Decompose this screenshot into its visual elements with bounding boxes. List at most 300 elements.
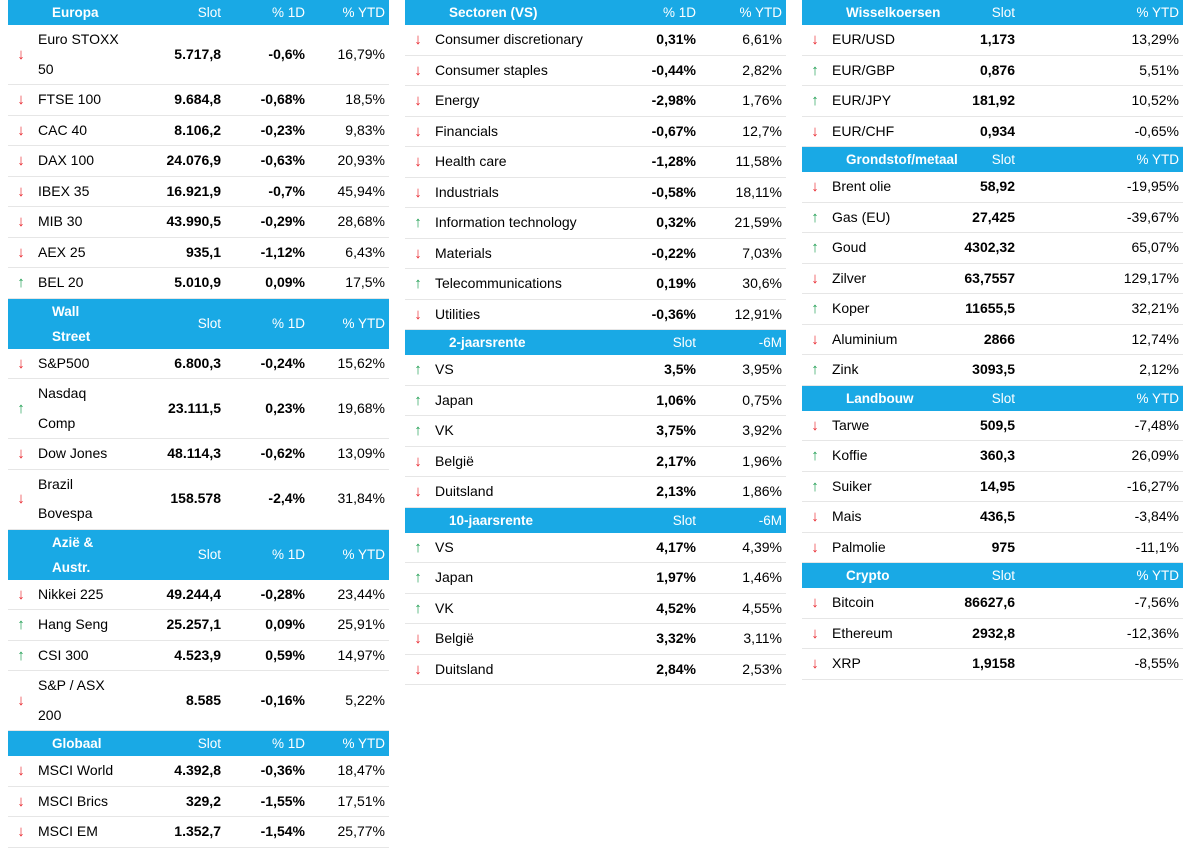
row-label: Health care — [431, 147, 612, 178]
table-row — [405, 477, 786, 508]
header-col-ytd: % YTD — [342, 547, 385, 562]
row-change-1d — [1025, 172, 1111, 202]
section-header-row — [802, 147, 1183, 173]
table-row — [802, 411, 1183, 441]
arrow-down-icon: ↓ — [802, 532, 828, 563]
header-col-change: % 1D — [271, 5, 305, 20]
table-row — [8, 85, 389, 116]
row-change-ytd: 25,77% — [317, 817, 389, 848]
arrow-down-icon: ↓ — [802, 618, 828, 649]
row-change-1d — [1025, 502, 1111, 533]
section-header-row — [405, 0, 786, 25]
header-col-ytd: % YTD — [1136, 5, 1179, 20]
table-row — [8, 115, 389, 146]
arrow-down-icon: ↓ — [405, 238, 431, 269]
row-value: 58,92 — [915, 172, 1025, 202]
section-title: 10-jaarsrente — [449, 512, 534, 528]
row-value: 5.010,9 — [121, 268, 231, 299]
row-change-ytd: -7,56% — [1111, 588, 1183, 618]
row-change-1d: -0,28% — [231, 580, 317, 610]
row-value: 1,173 — [915, 25, 1025, 55]
header-spacer — [8, 529, 34, 580]
arrow-down-icon: ↓ — [802, 411, 828, 441]
row-label: Ethereum — [828, 618, 915, 649]
row-change-1d — [1025, 441, 1111, 472]
row-change-1d: -0,23% — [231, 115, 317, 146]
header-col-value: Slot — [991, 390, 1015, 406]
row-label: Financials — [431, 116, 612, 147]
arrow-down-icon: ↓ — [802, 588, 828, 618]
row-value: 25.257,1 — [121, 610, 231, 641]
table-row — [405, 55, 786, 86]
row-change-ytd: 18,11% — [708, 177, 786, 208]
table-row — [405, 269, 786, 300]
arrow-up-icon: ↑ — [8, 268, 34, 299]
row-label: Hang Seng — [34, 610, 121, 641]
table-row — [405, 563, 786, 594]
row-value: 14,95 — [915, 471, 1025, 502]
table-row — [405, 385, 786, 416]
row-change-1d — [1025, 233, 1111, 264]
arrow-down-icon: ↓ — [8, 207, 34, 238]
row-change-1d: 1,97% — [612, 563, 708, 594]
arrow-up-icon: ↑ — [802, 55, 828, 86]
arrow-down-icon: ↓ — [405, 86, 431, 117]
row-value: 935,1 — [121, 237, 231, 268]
row-change-ytd: 4,55% — [708, 593, 786, 624]
arrow-down-icon: ↓ — [8, 580, 34, 610]
row-change-ytd: 9,83% — [317, 115, 389, 146]
row-value: 1,9158 — [915, 649, 1025, 680]
arrow-up-icon: ↑ — [802, 355, 828, 386]
row-change-ytd: 19,68% — [317, 379, 389, 439]
table-row — [802, 618, 1183, 649]
row-label: Consumer discretionary — [431, 25, 612, 55]
row-change-1d: -0,36% — [612, 299, 708, 330]
row-change-1d: -1,54% — [231, 817, 317, 848]
row-change-ytd: 12,74% — [1111, 324, 1183, 355]
table-row — [8, 580, 389, 610]
table-row — [405, 355, 786, 385]
row-value: 27,425 — [915, 202, 1025, 233]
section-header-row — [802, 385, 1183, 411]
row-label: Telecommunications — [431, 269, 612, 300]
table-row — [8, 146, 389, 177]
table-row — [802, 441, 1183, 472]
arrow-up-icon: ↑ — [802, 202, 828, 233]
row-change-ytd: 1,46% — [708, 563, 786, 594]
row-change-1d — [1025, 618, 1111, 649]
arrow-down-icon: ↓ — [8, 439, 34, 470]
row-value: 3093,5 — [915, 355, 1025, 386]
row-change-1d: 3,32% — [612, 624, 708, 655]
row-label: Bitcoin — [828, 588, 915, 618]
row-value: 158.578 — [121, 469, 231, 529]
row-change-ytd: 10,52% — [1111, 86, 1183, 117]
table-row — [8, 817, 389, 848]
market-table — [405, 0, 786, 685]
table-row — [802, 532, 1183, 563]
table-row — [405, 593, 786, 624]
row-label: EUR/CHF — [828, 116, 915, 147]
header-spacer — [802, 563, 828, 589]
table-row — [8, 207, 389, 238]
table-row — [8, 469, 389, 529]
table-row — [802, 263, 1183, 294]
arrow-down-icon: ↓ — [405, 55, 431, 86]
arrow-down-icon: ↓ — [8, 25, 34, 85]
row-value: 2866 — [915, 324, 1025, 355]
row-label: Koper — [828, 294, 915, 325]
row-change-ytd: 25,91% — [317, 610, 389, 641]
table-row — [802, 324, 1183, 355]
row-label: Gas (EU) — [828, 202, 915, 233]
row-value: 16.921,9 — [121, 176, 231, 207]
table-row — [802, 202, 1183, 233]
row-value: 4.523,9 — [121, 640, 231, 671]
row-change-ytd: 23,44% — [317, 580, 389, 610]
row-change-ytd: 65,07% — [1111, 233, 1183, 264]
row-label: Tarwe — [828, 411, 915, 441]
row-change-ytd: 26,09% — [1111, 441, 1183, 472]
row-change-1d: -0,22% — [612, 238, 708, 269]
row-change-ytd: 18,5% — [317, 85, 389, 116]
row-value: 9.684,8 — [121, 85, 231, 116]
section-title: Globaal — [52, 736, 102, 751]
row-change-1d: -2,98% — [612, 86, 708, 117]
row-change-ytd: 2,82% — [708, 55, 786, 86]
row-change-ytd: -39,67% — [1111, 202, 1183, 233]
row-value: 436,5 — [915, 502, 1025, 533]
arrow-up-icon: ↑ — [405, 593, 431, 624]
arrow-down-icon: ↓ — [405, 654, 431, 685]
row-label: S&P500 — [34, 349, 121, 379]
arrow-down-icon: ↓ — [405, 147, 431, 178]
section-header-row — [8, 529, 389, 580]
row-change-ytd: 12,91% — [708, 299, 786, 330]
table-row — [802, 86, 1183, 117]
row-change-ytd: -7,48% — [1111, 411, 1183, 441]
row-change-ytd: 4,39% — [708, 533, 786, 563]
section-title: Landbouw — [846, 390, 914, 406]
header-spacer — [405, 330, 431, 356]
header-col-value: Slot — [197, 5, 221, 20]
row-change-ytd: -19,95% — [1111, 172, 1183, 202]
row-change-1d — [1025, 355, 1111, 386]
arrow-down-icon: ↓ — [8, 237, 34, 268]
row-change-1d: -0,29% — [231, 207, 317, 238]
row-change-ytd: 15,62% — [317, 349, 389, 379]
row-label: CSI 300 — [34, 640, 121, 671]
header-col-change: % 1D — [271, 547, 305, 562]
arrow-up-icon: ↑ — [405, 533, 431, 563]
row-value: 23.111,5 — [121, 379, 231, 439]
arrow-down-icon: ↓ — [802, 263, 828, 294]
row-value: 49.244,4 — [121, 580, 231, 610]
row-change-1d: -1,12% — [231, 237, 317, 268]
row-change-ytd: -16,27% — [1111, 471, 1183, 502]
row-change-1d: 4,52% — [612, 593, 708, 624]
row-label: EUR/GBP — [828, 55, 915, 86]
row-change-ytd: 1,86% — [708, 477, 786, 508]
row-value: 5.717,8 — [121, 25, 231, 85]
section-header-row — [405, 330, 786, 356]
table-row — [802, 649, 1183, 680]
row-change-1d: -0,6% — [231, 25, 317, 85]
row-change-ytd: 13,09% — [317, 439, 389, 470]
row-change-1d — [1025, 588, 1111, 618]
row-value: 0,876 — [915, 55, 1025, 86]
header-col-value: Slot — [197, 547, 221, 562]
arrow-down-icon: ↓ — [405, 116, 431, 147]
section-header-row — [802, 563, 1183, 589]
row-change-1d: 0,09% — [231, 268, 317, 299]
table-row — [8, 268, 389, 299]
row-change-ytd: 1,96% — [708, 446, 786, 477]
row-change-1d — [1025, 324, 1111, 355]
arrow-down-icon: ↓ — [405, 624, 431, 655]
header-col-change: % 1D — [662, 5, 696, 20]
row-value: 0,934 — [915, 116, 1025, 147]
row-label: Utilities — [431, 299, 612, 330]
row-value: 509,5 — [915, 411, 1025, 441]
row-change-ytd: 32,21% — [1111, 294, 1183, 325]
row-change-1d — [1025, 294, 1111, 325]
arrow-down-icon: ↓ — [802, 116, 828, 147]
table-row — [802, 294, 1183, 325]
arrow-down-icon: ↓ — [405, 177, 431, 208]
row-change-1d — [1025, 471, 1111, 502]
row-change-ytd: 30,6% — [708, 269, 786, 300]
row-change-1d: -0,24% — [231, 349, 317, 379]
row-change-ytd: 7,03% — [708, 238, 786, 269]
arrow-up-icon: ↑ — [405, 385, 431, 416]
arrow-up-icon: ↑ — [405, 355, 431, 385]
table-row — [802, 233, 1183, 264]
row-label: Duitsland — [431, 654, 612, 685]
row-label: Materials — [431, 238, 612, 269]
table-row — [8, 349, 389, 379]
row-change-ytd: 3,95% — [708, 355, 786, 385]
row-value: 6.800,3 — [121, 349, 231, 379]
arrow-up-icon: ↑ — [405, 208, 431, 239]
arrow-down-icon: ↓ — [8, 756, 34, 786]
header-col-ytd: % YTD — [342, 736, 385, 751]
row-change-ytd: -8,55% — [1111, 649, 1183, 680]
row-value: 4.392,8 — [121, 756, 231, 786]
arrow-down-icon: ↓ — [8, 115, 34, 146]
arrow-up-icon: ↑ — [405, 563, 431, 594]
row-label: Duitsland — [431, 477, 612, 508]
row-label: Euro STOXX 50 — [34, 25, 121, 85]
row-label: MSCI World — [34, 756, 121, 786]
row-change-1d: 0,09% — [231, 610, 317, 641]
header-col-ytd: % YTD — [342, 5, 385, 20]
row-label: Mais — [828, 502, 915, 533]
row-change-1d: -0,44% — [612, 55, 708, 86]
row-label: XRP — [828, 649, 915, 680]
row-label: FTSE 100 — [34, 85, 121, 116]
row-value: 11655,5 — [915, 294, 1025, 325]
table-row — [405, 238, 786, 269]
row-change-1d: 0,23% — [231, 379, 317, 439]
section-header-row — [8, 298, 389, 349]
header-col-value: Slot — [991, 568, 1015, 583]
row-change-1d: -0,67% — [612, 116, 708, 147]
row-change-1d: 2,17% — [612, 446, 708, 477]
table-row — [802, 471, 1183, 502]
table-row — [405, 208, 786, 239]
header-col-change: Slot — [672, 335, 696, 350]
header-col-ytd: -6M — [758, 335, 782, 350]
row-change-1d: -0,16% — [231, 671, 317, 731]
table-row — [405, 25, 786, 55]
header-col-change: % 1D — [271, 736, 305, 751]
row-change-1d: 2,13% — [612, 477, 708, 508]
arrow-up-icon: ↑ — [802, 86, 828, 117]
row-value: 1.352,7 — [121, 817, 231, 848]
header-spacer — [802, 0, 828, 25]
table-row — [8, 786, 389, 817]
header-spacer — [8, 298, 34, 349]
row-label: Energy — [431, 86, 612, 117]
row-change-ytd: -12,36% — [1111, 618, 1183, 649]
row-change-1d: 3,75% — [612, 416, 708, 447]
row-change-ytd: 3,11% — [708, 624, 786, 655]
row-change-1d: 1,06% — [612, 385, 708, 416]
row-change-1d: -0,36% — [231, 756, 317, 786]
row-change-ytd: -11,1% — [1111, 532, 1183, 563]
header-col-ytd: % YTD — [1136, 390, 1179, 406]
table-row — [8, 379, 389, 439]
table-row — [8, 671, 389, 731]
row-change-1d: -0,62% — [231, 439, 317, 470]
header-col-change — [1025, 0, 1111, 25]
row-label: Goud — [828, 233, 915, 264]
row-change-ytd: 5,51% — [1111, 55, 1183, 86]
row-change-1d: -1,28% — [612, 147, 708, 178]
row-value: 8.106,2 — [121, 115, 231, 146]
row-change-ytd: 2,53% — [708, 654, 786, 685]
arrow-down-icon: ↓ — [8, 85, 34, 116]
table-row — [405, 416, 786, 447]
row-change-ytd: 45,94% — [317, 176, 389, 207]
table-row — [802, 116, 1183, 147]
row-value: 48.114,3 — [121, 439, 231, 470]
row-change-ytd: 13,29% — [1111, 25, 1183, 55]
table-row — [405, 177, 786, 208]
table-row — [405, 533, 786, 563]
table-row — [8, 640, 389, 671]
column-sectors-rates — [397, 0, 794, 678]
row-change-ytd: 5,22% — [317, 671, 389, 731]
header-col-value: Slot — [991, 5, 1015, 20]
header-spacer — [8, 731, 34, 757]
arrow-down-icon: ↓ — [405, 446, 431, 477]
arrow-up-icon: ↑ — [802, 233, 828, 264]
row-change-ytd: 14,97% — [317, 640, 389, 671]
header-col-ytd: % YTD — [342, 316, 385, 331]
arrow-down-icon: ↓ — [802, 649, 828, 680]
row-change-ytd: 31,84% — [317, 469, 389, 529]
row-label: Nikkei 225 — [34, 580, 121, 610]
section-header-row — [405, 507, 786, 533]
row-label: BEL 20 — [34, 268, 121, 299]
row-label: AEX 25 — [34, 237, 121, 268]
section-title: Wisselkoersen — [846, 5, 941, 20]
row-change-ytd: 3,92% — [708, 416, 786, 447]
row-label: Zink — [828, 355, 915, 386]
row-label: VK — [431, 416, 612, 447]
section-title: Europa — [52, 5, 99, 20]
row-value: 181,92 — [915, 86, 1025, 117]
arrow-up-icon: ↑ — [8, 610, 34, 641]
row-label: MSCI Brics — [34, 786, 121, 817]
row-change-ytd: 2,12% — [1111, 355, 1183, 386]
row-label: België — [431, 624, 612, 655]
column-indices — [0, 0, 397, 840]
row-change-ytd: 28,68% — [317, 207, 389, 238]
row-change-1d: 3,5% — [612, 355, 708, 385]
row-change-1d: -0,63% — [231, 146, 317, 177]
arrow-up-icon: ↑ — [8, 640, 34, 671]
row-change-1d — [1025, 25, 1111, 55]
row-change-ytd: 129,17% — [1111, 263, 1183, 294]
market-table — [802, 0, 1183, 680]
row-label: S&P / ASX 200 — [34, 671, 121, 731]
arrow-down-icon: ↓ — [802, 25, 828, 55]
row-change-ytd: -3,84% — [1111, 502, 1183, 533]
row-label: Koffie — [828, 441, 915, 472]
table-row — [405, 624, 786, 655]
arrow-down-icon: ↓ — [802, 324, 828, 355]
section-title: Wall Street — [52, 303, 91, 344]
table-row — [802, 355, 1183, 386]
table-row — [802, 588, 1183, 618]
row-change-1d: -0,68% — [231, 85, 317, 116]
row-label: Dow Jones — [34, 439, 121, 470]
table-row — [802, 55, 1183, 86]
header-col-ytd: % YTD — [1136, 568, 1179, 583]
column-fx-commodities — [794, 0, 1191, 672]
header-spacer — [405, 507, 431, 533]
row-change-1d: -1,55% — [231, 786, 317, 817]
row-value: 975 — [915, 532, 1025, 563]
row-value: 360,3 — [915, 441, 1025, 472]
row-change-ytd: -0,65% — [1111, 116, 1183, 147]
header-col-ytd: % YTD — [739, 5, 782, 20]
row-label: DAX 100 — [34, 146, 121, 177]
table-row — [802, 25, 1183, 55]
arrow-down-icon: ↓ — [802, 172, 828, 202]
table-row — [802, 172, 1183, 202]
row-change-1d — [1025, 55, 1111, 86]
arrow-up-icon: ↑ — [802, 471, 828, 502]
table-row — [8, 25, 389, 85]
row-label: EUR/JPY — [828, 86, 915, 117]
header-col-change: Slot — [672, 512, 696, 528]
row-value: 86627,6 — [915, 588, 1025, 618]
row-label: Industrials — [431, 177, 612, 208]
row-change-ytd: 16,79% — [317, 25, 389, 85]
section-header-row — [802, 0, 1183, 25]
table-row — [802, 502, 1183, 533]
row-change-1d — [1025, 116, 1111, 147]
row-change-1d — [1025, 86, 1111, 117]
header-spacer — [8, 0, 34, 25]
table-row — [405, 654, 786, 685]
row-change-1d — [1025, 649, 1111, 680]
